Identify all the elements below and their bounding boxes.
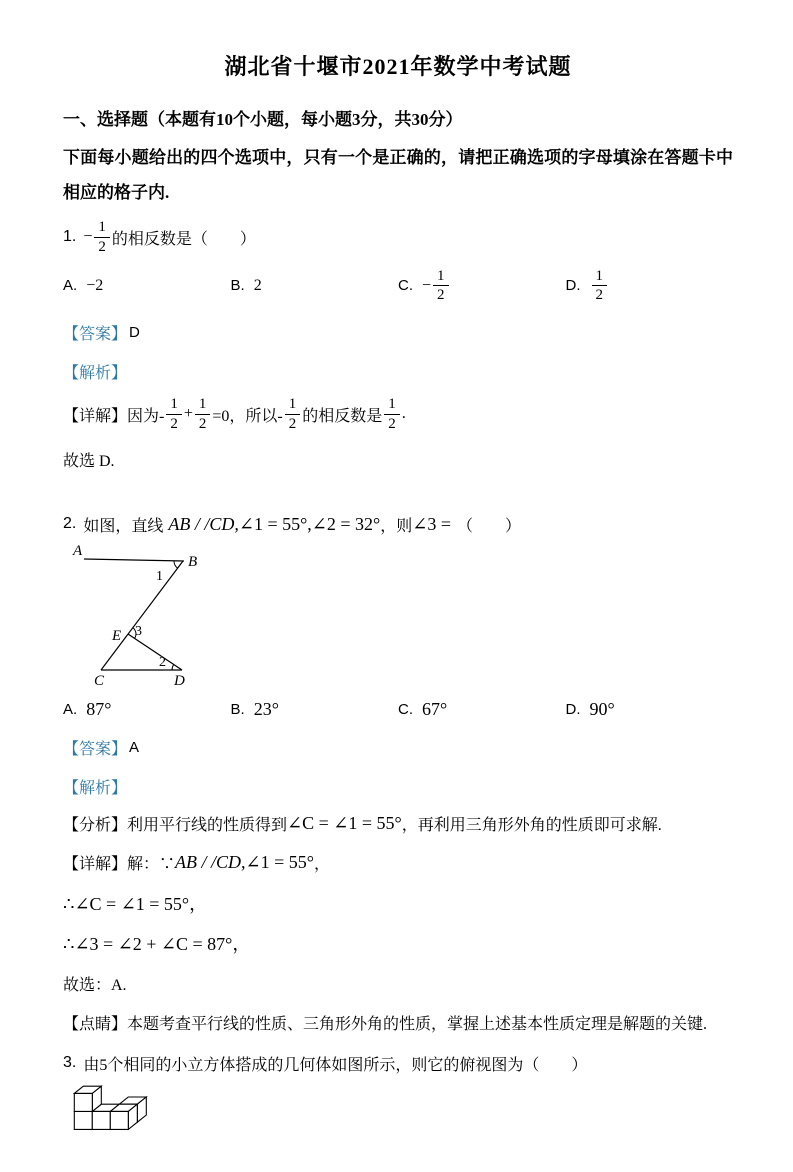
q2-detail-math1: AB / /CD, <box>175 851 246 872</box>
detail-label: 【详解】 <box>63 855 128 873</box>
q2-fig-angle1: 1 <box>156 568 163 584</box>
q1-detail-t1: 因为- <box>127 407 165 425</box>
q2-stem-math2: ∠1 = 55°,∠2 = 32° <box>238 513 381 534</box>
q1-answer-value: D <box>129 324 140 341</box>
q1-option-d: D. $\frac{1}{2}$ <box>566 267 734 306</box>
q2-fig-label-C: C <box>94 672 105 689</box>
q1-detail-frac1: $\frac{1}{2}$ <box>166 395 182 434</box>
q1-detail-frac2: $\frac{1}{2}$ <box>195 395 211 434</box>
q2-geometry-figure <box>71 542 206 690</box>
q2-stem-mid: ，则 <box>380 517 413 535</box>
q1-conclusion: 故选 D. <box>63 452 115 470</box>
q1-detail-t4: 的相反数是 <box>302 407 383 425</box>
q1-option-c-fraction: $\frac{1}{2}$ <box>433 267 449 306</box>
q2-detail-post1: ， <box>313 855 330 873</box>
q2-detail-line1 <box>63 851 733 874</box>
q2-detail-line2: ∴∠C = ∠1 = 55°， <box>63 893 208 914</box>
q2-options <box>63 699 733 720</box>
q2-analysis-pre: 利用平行线的性质得到 <box>127 816 288 834</box>
q1-stem <box>63 218 733 257</box>
q1-option-b: B. 2 <box>230 276 262 295</box>
q2-fig-angle2: 2 <box>159 654 166 670</box>
q2-fig-label-A: A <box>73 542 83 559</box>
analysis-label: 【解析】 <box>63 365 128 382</box>
analysis-label: 【解析】 <box>63 779 128 797</box>
q2-tip-text: 本题考查平行线的性质、三角形外角的性质，掌握上述基本性质定理是解题的关键. <box>127 1015 708 1033</box>
q1-detail-line <box>63 395 733 434</box>
q1-detail-t3: =0，所以- <box>212 407 283 425</box>
answer-label: 【答案】 <box>63 740 128 758</box>
q2-conclusion: 故选：A. <box>63 976 127 994</box>
q1-option-c: C. − $\frac{1}{2}$ <box>398 267 566 306</box>
answer-label: 【答案】 <box>63 326 128 343</box>
q2-stem-math1: AB / /CD, <box>168 513 239 534</box>
q2-stem-pre: 如图，直线 <box>83 517 164 535</box>
q2-option-b: B. 23° <box>230 698 279 719</box>
analysis2-label: 【分析】 <box>63 816 128 834</box>
q1-detail-t5: . <box>401 405 406 423</box>
q3-number: 3. <box>63 1054 77 1071</box>
q2-analysis-post: ，再利用三角形外角的性质即可求解. <box>401 816 662 834</box>
q2-detail-pre: 解：∵ <box>127 855 176 873</box>
q2-figure <box>71 542 733 695</box>
section-heading: 一、选择题（本题有10个小题，每小题3分，共30分） <box>63 110 463 129</box>
q2-stem <box>63 513 733 536</box>
section-intro: 下面每小题给出的四个选项中，只有一个是正确的，请把正确选项的字母填涂在答题卡中相应的格子内. <box>63 148 733 202</box>
q1-number: 1. <box>63 228 77 246</box>
detail-label: 【详解】 <box>63 407 128 425</box>
q2-stem-end: （ ） <box>456 517 521 535</box>
q2-detail-math1b: ∠1 = 55° <box>245 851 314 872</box>
q1-detail-frac4: $\frac{1}{2}$ <box>384 395 400 434</box>
q2-option-d: D. 90° <box>565 698 615 719</box>
q2-answer-line <box>63 736 733 759</box>
q2-number: 2. <box>63 515 77 532</box>
q2-tip-line <box>63 1011 733 1034</box>
q2-analysis-math: ∠C = ∠1 = 55° <box>287 812 402 833</box>
q2-analysis2-line <box>63 812 733 835</box>
q1-options <box>63 267 733 306</box>
q1-stem-text: 的相反数是（ ） <box>111 230 256 248</box>
q1-answer-line <box>63 321 733 344</box>
q1-fraction: $\frac{1}{2}$ <box>94 218 110 257</box>
exam-page <box>0 50 793 1138</box>
q2-option-c: C. 67° <box>398 698 448 719</box>
q1-detail-frac3: $\frac{1}{2}$ <box>285 395 301 434</box>
q2-detail-line3: ∴∠3 = ∠2 + ∠C = 87°， <box>63 933 251 954</box>
q2-fig-angle3: 3 <box>135 623 142 639</box>
q3-cubes-figure <box>73 1085 150 1133</box>
page-title: 湖北省十堰市2021年数学中考试题 <box>224 54 572 79</box>
q2-fig-label-B: B <box>188 553 198 570</box>
q2-stem-math3: ∠3 = <box>412 513 451 534</box>
tip-label: 【点睛】 <box>63 1015 128 1033</box>
q2-analysis-line <box>63 775 733 798</box>
q2-option-a: A. 87° <box>63 698 112 719</box>
q2-fig-label-E: E <box>112 627 122 644</box>
q2-fig-label-D: D <box>174 672 185 689</box>
q1-option-a: A. −2 <box>63 276 104 295</box>
q1-minus: − <box>83 228 93 246</box>
q3-stem-text: 由5个相同的小立方体搭成的几何体如图所示，则它的俯视图为（ ） <box>83 1056 588 1074</box>
q2-answer-value: A <box>129 738 140 756</box>
q3-stem <box>63 1052 733 1075</box>
q1-option-d-fraction: $\frac{1}{2}$ <box>592 267 608 306</box>
q1-analysis-line <box>63 360 733 383</box>
q1-detail-t2: + <box>183 405 193 423</box>
q3-figure <box>73 1085 733 1138</box>
